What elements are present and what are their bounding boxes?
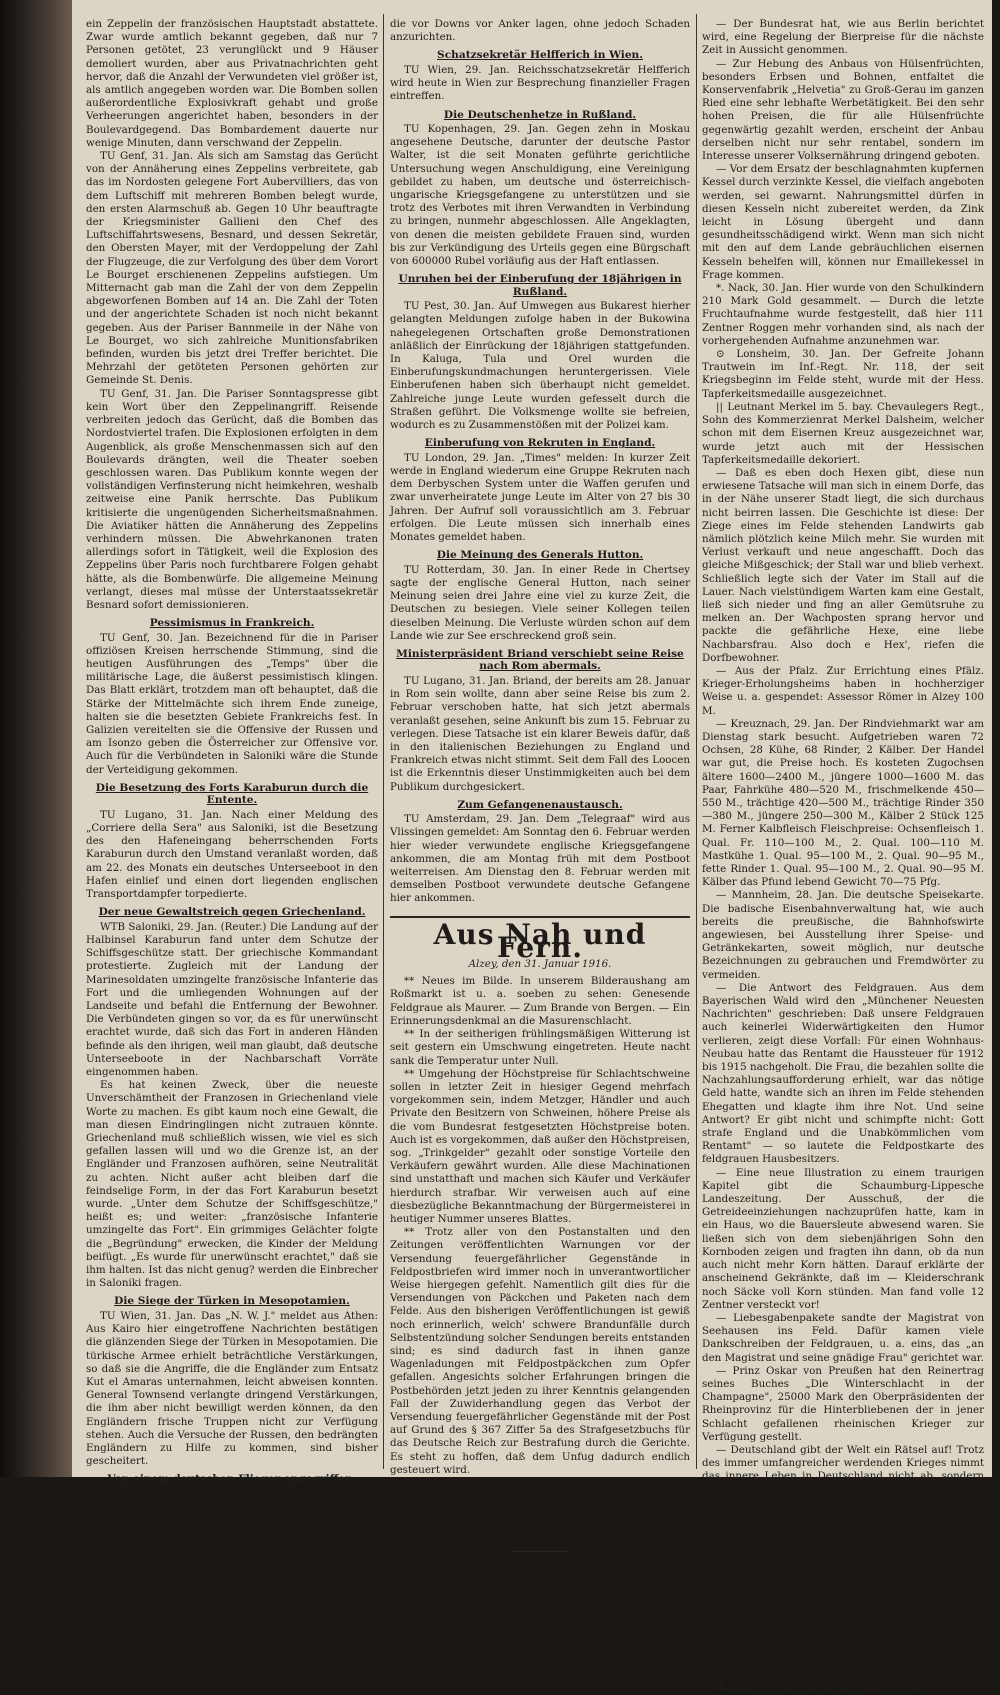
article-heading: Ministerpräsident Briand verschiebt seine Reise nach Rom abermals.	[396, 647, 684, 673]
article-paragraph: die vor Downs vor Anker lagen, ohne jedoch Schaden anzurichten.	[390, 18, 690, 44]
article-paragraph: — Daß es eben doch Hexen gibt, diese nun erwiesene Tatsache will man sich in einem Dorfe, das in der Nähe unserer Stadt liegt, die sich durchaus nicht beirren lassen. Die Geschichte ist diese: Der Ziege eines im Felde stehenden Landwirts gab nämlich plötzlich keine Milch mehr. Sie wurden mit Verlust verkauft und neue angeschafft. Doch das gleiche Mißgeschick; der Stall war und blieb verhext. Schließlich legte sich der Vater im Stall auf die Lauer. Nach vielstündigem Warten kam eine Gestalt, ließ sich nieder und fing an aller Gemütsruhe zu melken an. Der Wachposten sprang hervor und packte die gefährliche Hexe, eine liebe Nachbarsfrau. Also doch e Hex', riefen die Dorfbewohner.	[702, 466, 984, 664]
column-2	[390, 18, 690, 1542]
article-paragraph: TU Pest, 30. Jan. Auf Umwegen aus Bukarest hierher gelangten Meldungen zufolge haben in der Bukowina nahegelegenen Ortschaften große Demonstrationen anläßlich der Einrückung der 18jährigen stattgefunden. In Kaluga, Tula und Orel wurden die Einberufungskundmachungen heruntergerissen. Viele Einberufenen haben sich überhaupt nicht gemeldet. Zahlreiche junge Leute wurden gefesselt durch die Straßen geführt. Die Volksmenge wollte sie befreien, wodurch es zu Zusammenstößen mit der Polizei kam.	[390, 300, 690, 432]
article-heading: Die Deutschenhetze in Rußland.	[443, 108, 637, 121]
article-heading: Die Besetzung des Forts Karaburun durch die Entente.	[95, 781, 369, 807]
article-paragraph: TU Genf, 31. Jan. Die Pariser Sonntagspresse gibt kein Wort über den Zeppelinangriff. Reisende verbreiten jedoch das Gerücht, daß die Bomben das Nordostviertel trafen. Die Explosionen erfolgten in dem Augenblick, als große Menschenmassen sich auf den Boulevards drängten, weil die Theater soeben geschlossen waren. Das Publikum konnte wegen der vollständigen Verfinsterung nicht heimkehren, weshalb zeitweise eine Panik herrschte. Das Publikum kritisierte die ungenügenden Sicherheitsmaßnahmen. Die Aviatiker hätten die Annäherung des Zeppelins verhindern müssen. Die Abwehrkanonen traten allerdings sofort in Tätigkeit, weil die Explosion des Zeppelins über Paris noch furchtbarere Folgen gehabt hätte, als die Bombenwürfe. Die allgemeine Meinung verlangt, dieses mal müsse der Unterstaatssekretär Besnard sofort demissionieren.	[86, 387, 378, 611]
article-paragraph: — Unter dem Titel „Moven" gibt der französische Schriftsteller Guildbeaux in Genf eine französische Zeitschrift heraus, die der Wiederannäherung Frankreichs an Deutschland dienen soll.	[702, 1628, 984, 1681]
article-paragraph: TU Lugano, 31. Jan. Nach einer Meldung des „Corriere della Sera" aus Saloniki, ist die Besetzung des den Hafeneingang beherrschenden Forts Karaburun durch den Umstand veranlaßt worden, daß am 22. des Monats ein deutsches Unterseeboot in den Hafen einlief und einen dort liegenden englischen Transportdampfer torpedierte.	[86, 808, 378, 901]
article-paragraph: TU Genf, 30. Jan. Bezeichnend für die in Pariser offiziösen Kreisen herrschende Stimmung, sind die heutigen Ausführungen des „Temps" über die militärische Lage, die äußerst pessimistisch klingen. Das Blatt erklärt, trotzdem man oft behauptet, daß die Stärke der Mittelmächte sich ihrem Ende zuneige, halten sie die besetzten Gebiete Frankreichs fest. In Galizien vereitelten sie die Offensive der Russen und am Isonzo geben die Österreicher zur Offensive vor. Auch für die Verbündeten in Saloniki wäre die Stunde der Verteidigung gekommen.	[86, 631, 378, 776]
article-paragraph: ein Zeppelin der französischen Hauptstadt abstattete. Zwar wurde amtlich bekannt gegeben, daß nur 7 Personen getötet, 23 verunglückt und 9 Häuser demoliert wurden, aber aus Privatnachrichten geht hervor, daß die Anzahl der Verwundeten viel größer ist, als amtlich angegeben worden war. Die Bomben sollen außerordentliche Explosivkraft gehabt und große Verheerungen angerichtet haben, besonders in der Boulevardgegend. Das Bombardement dauerte nur wenige Minuten, dann verschwand der Zeppelin.	[86, 18, 378, 149]
article-paragraph: — Vor dem Ersatz der beschlagnahmten kupfernen Kessel durch verzinkte Kessel, die vielfach angeboten werden, sei gewarnt. Nahrungsmittel dürfen in diesen Kesseln nicht zubereitet werden, da Zink leicht in Lösung übergeht und dann gesundheitsschädigend wirkt. Wenn man sich nicht mit den auf dem Lande gebräuchlichen eisernen Kesseln behelfen will, können nur Emaillekessel in Frage kommen.	[702, 163, 984, 281]
article-paragraph: TU Amsterdam, 31. Jan. Der Wilsondampfer „Carlo", der am Freitag in Humber eintraf, berichtete, daß er zwei Stunden nach der Ausreise am Abend von Dover von einem deutschen Flugzeug angegriffen worden sei, das sich über dem Dampfer bewegte. 6 schwere Bomben wurden auf das Schiff abgeworfen, die alle in einem Umkreis von 25 Metern beim Aufschlagen auf dem Wasser explodierten und riesige Wassermengen über den Dampfer jagten. Der Kapitän ließ sofort im Zickzackkurs fahren. Das Flugzeug verschwand schließlich und warf noch 4 Bomben auf Schiffe,	[86, 1487, 378, 1632]
newspaper-page	[72, 0, 992, 1694]
article-paragraph: ✱ Haag, 29. Jan. (Konflikt zwischen hol-	[716, 1681, 925, 1694]
article-paragraph: Es hat keinen Zweck, über die neueste Unverschämtheit der Franzosen in Griechenland viele Worte zu machen. Es gibt kaum noch eine Gewalt, die man diesen Eindringlingen nicht zutrauen könnte. Griechenland muß schließlich wissen, wie viel es sich gefallen lassen will und wo die Grenze ist, an der Engländer und Franzosen aufhören, seine Neutralität zu achten. Nicht außer acht bleiben darf die feindselige Form, in der das Fort Karaburun besetzt wurde. „Unter dem Schutze der Schiffsgeschütze," heißt es; und weiter: „französische Infanterie umzingelte das Fort". Ein grimmiges Gelächter folgte die „Begründung" erwecken, die Kinder der Meldung beifügt. „Es wurde für unerwünscht erachtet," daß sie ihm halten. Ist das nicht genug? werden die Einbrecher in Saloniki fragen.	[86, 1079, 378, 1290]
article-paragraph: *. Nack, 30. Jan. Hier wurde von den Schulkindern 210 Mark Gold gesammelt. — Durch die letzte Fruchtaufnahme wurde festgestellt, daß hier 111 Zentner Roggen mehr vorhanden sind, als nach der vorhergehenden Aufnahme anzunehmen war.	[702, 282, 984, 347]
column-rule	[696, 14, 697, 1469]
column-3	[702, 18, 984, 1694]
article-paragraph: TU Lugano, 31. Jan. Briand, der bereits am 28. Januar in Rom sein wollte, dann aber seine Reise bis zum 2. Februar verschoben hatte, hat sich jetzt abermals veranlaßt gesehen, seine Ankunft bis zum 15. Februar zu verlegen. Diese Tatsache ist ein klarer Beweis dafür, daß in den italienischen Beziehungen zu England und Frankreich etwas nicht stimmt. Seit dem Fall des Loocen ist die Erkenntnis dieser Unstimmigkeiten auch bei dem Publikum durchgesickert.	[390, 674, 690, 793]
section-title: Aus Nah und Fern.	[433, 917, 647, 964]
article-heading: Zum Gefangenenaustausch.	[457, 798, 623, 811]
book-spine	[0, 0, 72, 1477]
article-paragraph: △ Rotterdam, 30. Jan. Der vermißte Personendampfer „Appam" hatte 168 Personen und 155 Mann Besatzung an Bord. Unter den Fahrgästen befindet sich der Gouverneur Teeward der Insel Merewether und die Familie des neuen Kolonialsekretärs der Straits Settlements, James. Zwischen Dakar und den kanarischen Inseln soll ein Schiff gesichtet worden sein.	[702, 1523, 984, 1628]
article-paragraph: TU London, 29. Jan. „Times" melden: In kurzer Zeit werde in England wiederum eine Gruppe Rekruten nach dem Derbyschen System unter die Waffen gerufen und zwar unverheiratete junge Leute im Alter von 27 bis 30 Jahren. Der Aufruf soll voraussichtlich am 3. Februar erfolgen. Die Leute müssen sich innerhalb eines Monates gemeldet haben.	[390, 451, 690, 543]
article-heading: Von einem deutschen Flieger angegriffen.	[107, 1473, 357, 1486]
column-1	[86, 18, 378, 1632]
article-paragraph: TU Wien, 29. Jan. Reichsschatzsekretär Helfferich wird heute in Wien zur Besprechung finanzieller Fragen eintreffen.	[390, 63, 690, 103]
article-paragraph: ⊙ Lonsheim, 30. Jan. Der Gefreite Johann Trautwein im Inf.-Regt. Nr. 118, der seit Kriegsbeginn im Felde steht, wurde mit der Hess. Tapferkeitsmedaille ausgezeichnet.	[702, 348, 984, 400]
article-heading: Die Siege der Türken in Mesopotamien.	[114, 1295, 350, 1308]
article-paragraph: — Prinz Oskar von Preußen hat den Reinertrag seines Buches „Die Winterschlacht in der Champagne", 25000 Mark den Oberpräsidenten der Rheinprovinz für die Hinterbliebenen der in jener Schlacht gefallenen rheinischen Krieger zur Verfügung gestellt.	[702, 1364, 984, 1443]
article-paragraph: — Liebesgabenpakete sandte der Magistrat von Seehausen ins Feld. Dafür kamen viele Dankschreiben der Feldgrauen, u. a. eins, das „an den Magistrat und seine gnädige Frau" gerichtet war.	[702, 1311, 984, 1364]
article-paragraph: — Der Bundesrat hat, wie aus Berlin berichtet wird, eine Regelung der Bierpreise für die nächste Zeit in Aussicht genommen.	[702, 18, 984, 57]
article-paragraph: TU Rotterdam, 30. Jan. In einer Rede in Chertsey sagte der englische General Hutton, nach seiner Meinung seien drei Jahre eine viel zu kurze Zeit, die Deutschen zu besiegen. Viele seiner Kollegen teilen dieselben Meinung. Die Verluste würden schon auf dem Lande wie zur See erschreckend groß sein.	[390, 563, 690, 642]
article-paragraph: TU Kopenhagen, 29. Jan. Gegen zehn in Moskau angesehene Deutsche, darunter der deutsche Pastor Walter, ist die seit Monaten geführte gerichtliche Untersuchung wegen Anschuldigung, eine Vereinigung gebildet zu haben, um deutsche und österreichisch-ungarische Kriegsgefangene zu unterstützen und sie trotz des Verbotes mit ihren Verwandten in Verbindung zu bringen, nunmehr abgeschlossen. Alle Angeklagten, von denen die meisten gebildete Frauen sind, wurden bis zur Verkündigung des Urteils gegen eine Bürgschaft von 600000 Rubel vorläufig aus der Haft entlassen.	[390, 123, 690, 268]
article-paragraph: — Eine neue Illustration zu einem traurigen Kapitel gibt die Schaumburg-Lippesche Landeszeitung. Der Ausschuß, der die Getreideeinziehungen nachzuprüfen hatte, kam in ein Haus, wo die Bauersleute abwesend waren. Sie ließen sich von dem siebenjährigen Sohn den Kornboden zeigen und fragten ihn dann, ob da nun auch nicht mehr Korn hätten. Darauf erklärte der anscheinend Gekränkte, daß im — Kleiderschrank noch Säcke voll Korn stünden. Man fand volle 12 Zentner versteckt vor!	[702, 1166, 984, 1311]
article-paragraph: WTB Saloniki, 29. Jan. (Reuter.) Die Landung auf der Halbinsel Karaburun fand unter dem Schutze der Schiffsgeschütze statt. Der griechische Kommandant protestierte. Zugleich mit der Landung der Marinesoldaten umzingelte französische Infanterie das Fort und die umliegenden Wohnungen auf der Landseite und befahl die Entfernung der Bewohner. Die Verbündeten gingen so vor, da es für unerwünscht erachtet wurde, daß sich das Fort in anderen Händen befinde als den ihrigen, weil man glaubt, daß deutsche Unterseeboote in der Nachbarschaft Vorräte eingenommen haben.	[86, 920, 378, 1079]
article-heading: Pessimismus in Frankreich.	[149, 617, 315, 630]
article-paragraph: — Mannheim, 28. Jan. Die deutsche Speisekarte. Die badische Eisenbahnverwaltung hat, wie auch bereits die preußische, die Bahnhofswirte angewiesen, bei Ausstellung ihrer Speise- und Getränkekarten, soweit möglich, nur deutsche Bezeichnungen zu gebrauchen und Fremdwörter zu vermeiden.	[702, 889, 984, 981]
article-heading: Unruhen bei der Einberufung der 18jährigen in Rußland.	[398, 273, 682, 298]
article-heading: Schatzsekretär Helfferich in Wien.	[437, 49, 643, 62]
column-rule	[383, 14, 384, 1469]
article-paragraph: TU Genf, 31. Jan. Als sich am Samstag das Gerücht von der Annäherung eines Zeppelins verbreitete, gab das im Nordosten gelegene Fort Aubervilliers, das von dem Luftschiff mit mehreren Bomben belegt wurde, den ersten Alarmschuß ab. Gegen 10 Uhr beauftragte der Kriegsminister Gallieni den Chef des Luftschiffahrtswesens, Besnard, und dessen Sekretär, den Obersten Mayer, mit der Verdoppelung der Zahl der Flugzeuge, die zur Verfolgung des über dem Vorort Le Bourget erschienenen Zeppelins aufstiegen. Um Mitternacht gab man die Zahl der von dem Zeppelin abgeworfenen Bomben auf 14 an. Die Zahl der Toten und der angerichtete Schaden ist noch nicht bekannt gegeben. Aus der Pariser Bannmeile in der Nähe von Le Bourget, wo sich zahlreiche Munitionsfabriken befinden, wurden bis jetzt drei Treffer berichtet. Die Mehrzahl der getöteten Personen gehörten zur Gemeinde St. Denis.	[86, 150, 378, 387]
article-paragraph: Neben Streichhölzern, Feuerzeugen mit Benzinfüllung, Äther usw. gehört auch Calciumcarbid zu den leicht entzündlichen Gegenständen; auffälligerweise haben neuerdings auch gerade Sendungen mit diesem Stoff häufig Anlaß zu Strafverfolgungen gegeben.	[390, 1477, 690, 1542]
section-dateline: Alzey, den 31. Januar 1916.	[468, 958, 612, 971]
article-paragraph: TU Wien, 31. Jan. Das „N. W. J." meldet aus Athen: Aus Kairo hier eingetroffene Nachrichten bestätigen die glänzenden Siege der Türken in Mesopotamien. Die türkische Armee erhielt beträchtliche Verstärkungen, so daß sie die Angriffe, die die Engländer zum Entsatz Kut el Amaras unternahmen, leicht abweisen konnten. General Townsend verlangte dringend Verstärkungen, die ihm aber nicht bewilligt werden können, da den Engländern frische Truppen nicht zur Verfügung stehen. Auch die Versuche der Russen, den bedrängten Engländern zu Hilfe zu kommen, sind bisher gescheitert.	[86, 1309, 378, 1468]
article-paragraph: — Kreuznach, 29. Jan. Der Rindviehmarkt war am Dienstag stark besucht. Aufgetrieben waren 72 Ochsen, 28 Kühe, 68 Rinder, 2 Kälber. Der Handel war gut, die Preise hoch. Es kosteten Zugochsen ältere 1600—2400 M., jüngere 1000—1600 M. das Paar, Fahrkühe 480—520 M., frischmelkende 450—550 M., trächtige 420—500 M., trächtige Rinder 350—380 M., jüngere 250—300 M., Kälber 2 Stück 125 M. Ferner Kalbfleisch Fleischpreise: Ochsenfleisch 1. Qual. Fr. 110—100 M., 2. Qual. 100—110 M. Mastkühe 1. Qual. 95—100 M., 2. Qual. 90—95 M., fette Rinder 1. Qual. 95—100 M., 2. Qual. 90—95 M. Kälber das Pfund lebend Gewicht 70—75 Pfg.	[702, 717, 984, 889]
end-rule	[510, 1551, 570, 1552]
article-heading: Die Meinung des Generals Hutton.	[436, 549, 644, 562]
article-heading: Einberufung von Rekruten in England.	[424, 437, 656, 450]
article-paragraph: — Deutschland gibt der Welt ein Rätsel auf! Trotz des immer umfangreicher werdenden Krieges nimmt das innere Leben in Deutschland nicht ab, sondern sogar zu. So wurde die Berliner Straßenbahn im Dezember 1915 von 53 Millionen Menschen benutzt, 8 Millionen mehr, als im Jahr vorher.	[702, 1443, 984, 1522]
article-paragraph: ** In der seitherigen frühlingsmäßigen Witterung ist seit gestern ein Umschwung eingetreten. Heute nacht sank die Temperatur unter Null.	[390, 1028, 690, 1067]
article-heading: Der neue Gewaltstreich gegen Griechenland.	[98, 906, 366, 919]
article-paragraph: ** Umgehung der Höchstpreise für Schlachtschweine sollen in letzter Zeit in hiesiger Gegend mehrfach vorgekommen sein, indem Metzger, Händler und auch Private den Besitzern von Schweinen, höhere Preise als die vom Bundesrat festgesetzten Höchstpreise boten. Auch ist es vorgekommen, daß außer den Höchstpreisen, sog. „Trinkgelder" gezahlt oder sonstige Vorteile den Verkäufern gewährt wurden. Alle diese Machinationen sind unstatthaft und machen sich Käufer und Verkäufer hierdurch strafbar. Wir verweisen auch auf eine diesbezügliche Bekanntmachung der Bürgermeisterei in heutiger Nummer unseres Blattes.	[390, 1067, 690, 1225]
article-paragraph: — Aus der Pfalz. Zur Errichtung eines Pfälz. Krieger-Erholungsheims haben in hochherziger Weise u. a. gespendet: Assessor Römer in Alzey 100 M.	[702, 664, 984, 717]
article-paragraph: TU Amsterdam, 29. Jan. Dem „Telegraaf" wird aus Vlissingen gemeldet: Am Sonntag den 6. Februar werden hier wieder verwundete englische Kriegsgefangene ankommen, die am Montag früh mit dem Postboot weiterreisen. Am Dienstag den 8. Februar werden mit demselben Postboot verwundete deutsche Gefangene hier ankommen.	[390, 813, 690, 905]
article-paragraph: — Zur Hebung des Anbaus von Hülsenfrüchten, besonders Erbsen und Bohnen, entfaltet die Konservenfabrik „Helvetia" zu Groß-Gerau im ganzen Ried eine sehr lebhafte Werbetätigkeit. Bei den sehr hohen Preisen, die für alle Hülsenfrüchte gegenwärtig gezahlt werden, erscheint der Anbau derselben nicht nur sehr rentabel, sondern im Interesse unserer Volksernährung dringend geboten.	[702, 57, 984, 163]
article-paragraph: ** Neues im Bilde. In unserem Bilderaushang am Roßmarkt ist u. a. soeben zu sehen: Genesende Feldgraue als Maurer. — Zum Brande von Bergen. — Ein Erinnerungsdenkmal an die Masurenschlacht.	[390, 975, 690, 1027]
article-paragraph: || Leutnant Merkel im 5. bay. Chevaulegers Regt., Sohn des Kommerzienrat Merkel Dalsheim, welcher schon mit dem Eisernen Kreuz ausgezeichnet war, wurde jetzt auch mit der Hessischen Tapferkeitsmedaille dekoriert.	[702, 400, 984, 466]
article-paragraph: ** Trotz aller von den Postanstalten und den Zeitungen veröffentlichten Warnungen vor der Versendung feuergefährlicher Gegenstände in Feldpostbriefen wird immer noch in unverantwortlicher Weise hiergegen gefehlt. Namentlich gilt dies für die Versendungen von Päckchen und Paketen nach dem Felde. Aus den bisherigen Veröffentlichungen ist gewiß noch erinnerlich, welch' schwere Brandunfälle durch Selbstentzündung solcher Sendungen bereits entstanden sind; es sind dadurch fast in ihnen ganze Wagenladungen mit Feldpostpäckchen zum Opfer gefallen. Angesichts solcher Erfahrungen bringen die Postbehörden jetzt jeden zu ihrer Kenntnis gelangenden Fall der Zuwiderhandlung gegen das Verbot der Versendung feuergefährlicher Gegenstände mit der Post auf Grund des § 367 Ziffer 5a des Strafgesetzbuchs für das Deutsche Reich zur Bestrafung durch die Gerichte. Es steht zu hoffen, daß dem Unfug dadurch endlich gesteuert wird.	[390, 1226, 690, 1476]
article-paragraph: — Die Antwort des Feldgrauen. Aus dem Bayerischen Wald wird den „Münchener Neuesten Nachrichten" geschrieben: Daß unsere Feldgrauen auch keinerlei Widerwärtigkeiten den Humor verlieren, zeigt diese Vorfall: Für einen Wohnhaus-Neubau hatte das Rentamt die Haussteuer für 1912 bis 1915 nachgeholt. Die Frau, die bezahlen sollte die Nachzahlungsaufforderung erhielt, war das nötige Geld hatte, wandte sich an ihren im Felde stehenden Ehegatten und klagte ihm ihre Not. Und seine Antwort? Er gibt nicht und schimpfte nicht: Gott strafe England und die Unabkömmlichen vom Rentamt" — so lautete die Feldpostkarte des feldgrauen Hausbesitzers.	[702, 981, 984, 1166]
